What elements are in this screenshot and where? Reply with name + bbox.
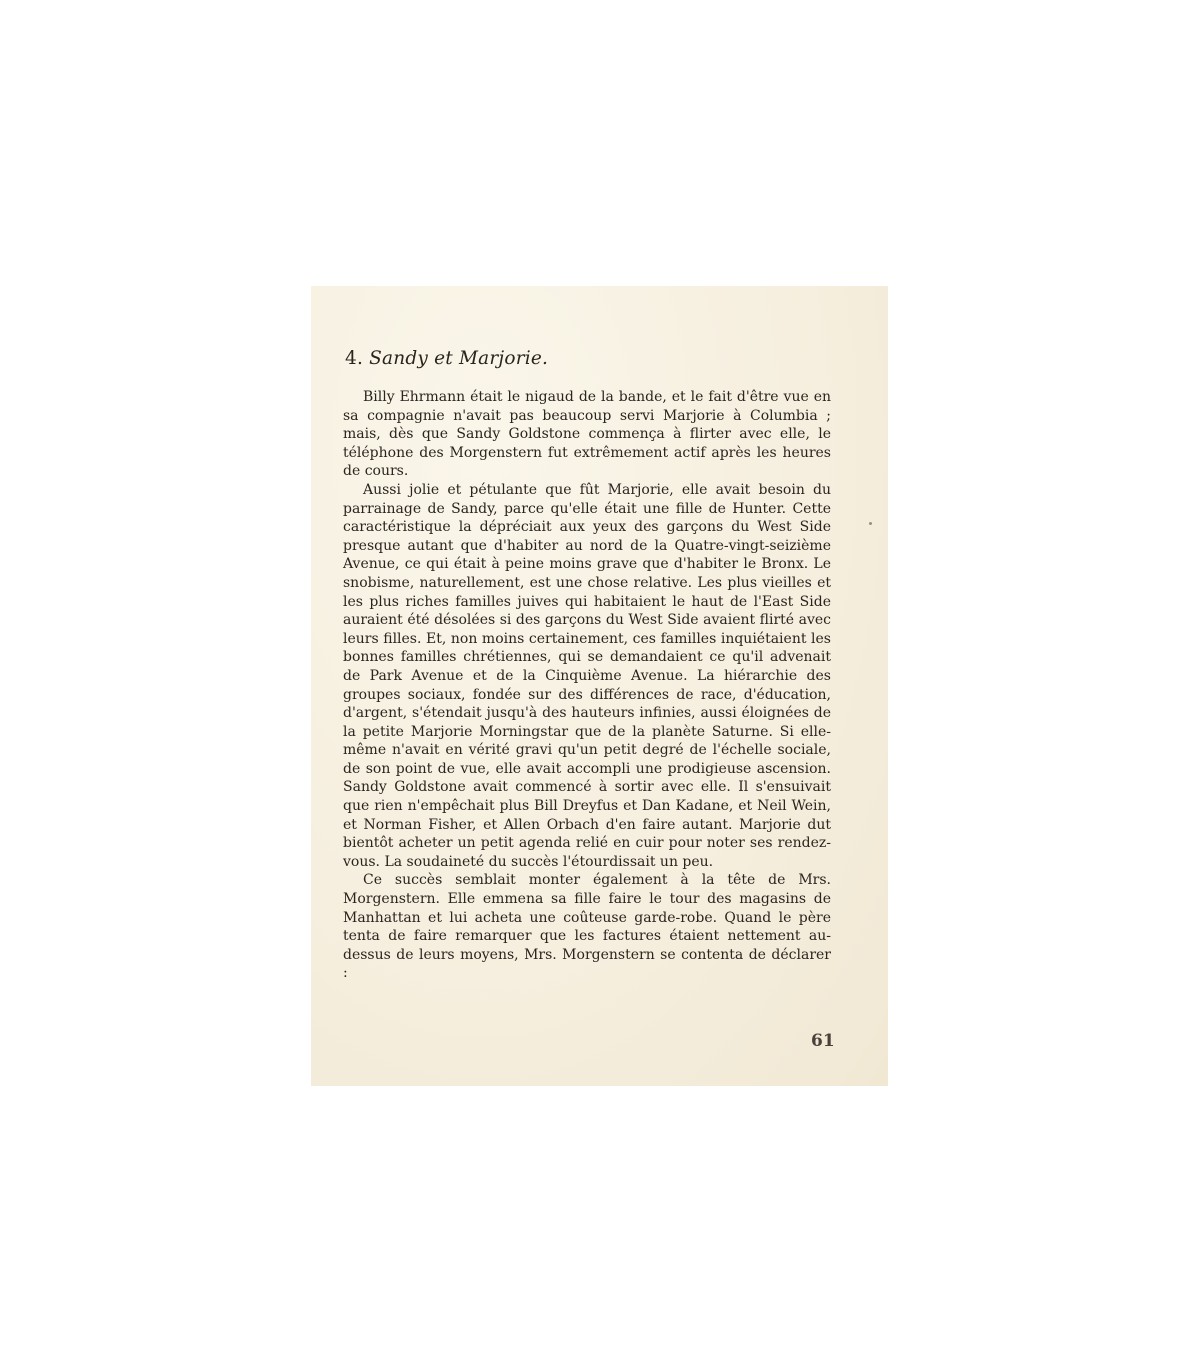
paragraph-2: Aussi jolie et pétulante que fût Marjorie, elle avait besoin du parrainage de Sandy, parce qu'elle était une fille de Hunter. Cette caractéristique la dépréciait aux yeux des garçons du West Side presque autant que d'habiter au nord de la Quatre-vingt-seizième Avenue, ce qui était à peine moins grave que d'habiter le Bronx. Le snobisme, naturellement, est une chose relative. Les plus vieilles et les plus riches familles juives qui habitaient le haut de l'East Side auraient été désolées si des garçons du West Side avaient flirté avec leurs filles. Et, non moins certainement, ces familles inquiétaient les bonnes familles chrétiennes, qui se demandaient ce qu'il advenait de Park Avenue et de la Cinquième Avenue. La hiérarchie des groupes sociaux, fondée sur des différences de race, d'éducation, d'argent, s'étendait jusqu'à des hauteurs infinies, aussi éloignées de la petite Marjorie Morningstar que de la planète Saturne. Si elle-même n'avait en vérité gravi qu'un petit degré de l'échelle sociale, de son point de vue, elle avait accompli une prodigieuse ascension. Sandy Goldstone avait commencé à sortir avec elle. Il s'ensuivait que rien n'empêchait plus Bill Dreyfus et Dan Kadane, et Neil Wein, et Norman Fisher, et Allen Orbach d'en faire autant. Marjorie dut bientôt acheter un petit agenda relié en cuir pour noter ses rendez-vous. La soudaineté du succès l'étourdissait un peu. <box>343 481 831 870</box>
page-number: 61 <box>811 1031 835 1051</box>
paragraph-1: Billy Ehrmann était le nigaud de la bande, et le fait d'être vue en sa compagnie n'avait pas beaucoup servi Marjorie à Columbia ; mais, dès que Sandy Goldstone commença à flirter avec elle, le téléphone des Morgenstern fut extrêmement actif après les heures de cours. <box>343 389 831 480</box>
book-page <box>311 286 888 1086</box>
chapter-number: 4. <box>345 348 364 369</box>
chapter-title: Sandy et Marjorie. <box>369 348 549 369</box>
body-text <box>343 388 831 983</box>
chapter-heading <box>345 348 548 369</box>
paragraph-3: Ce succès semblait monter également à la tête de Mrs. Morgenstern. Elle emmena sa fille faire le tour des magasins de Manhattan et lui acheta une coûteuse garde-robe. Quand le père tenta de faire remarquer que les factures étaient nettement au-dessus de leurs moyens, Mrs. Morgenstern se contenta de déclarer : <box>343 872 831 982</box>
paper-speck <box>869 522 872 525</box>
